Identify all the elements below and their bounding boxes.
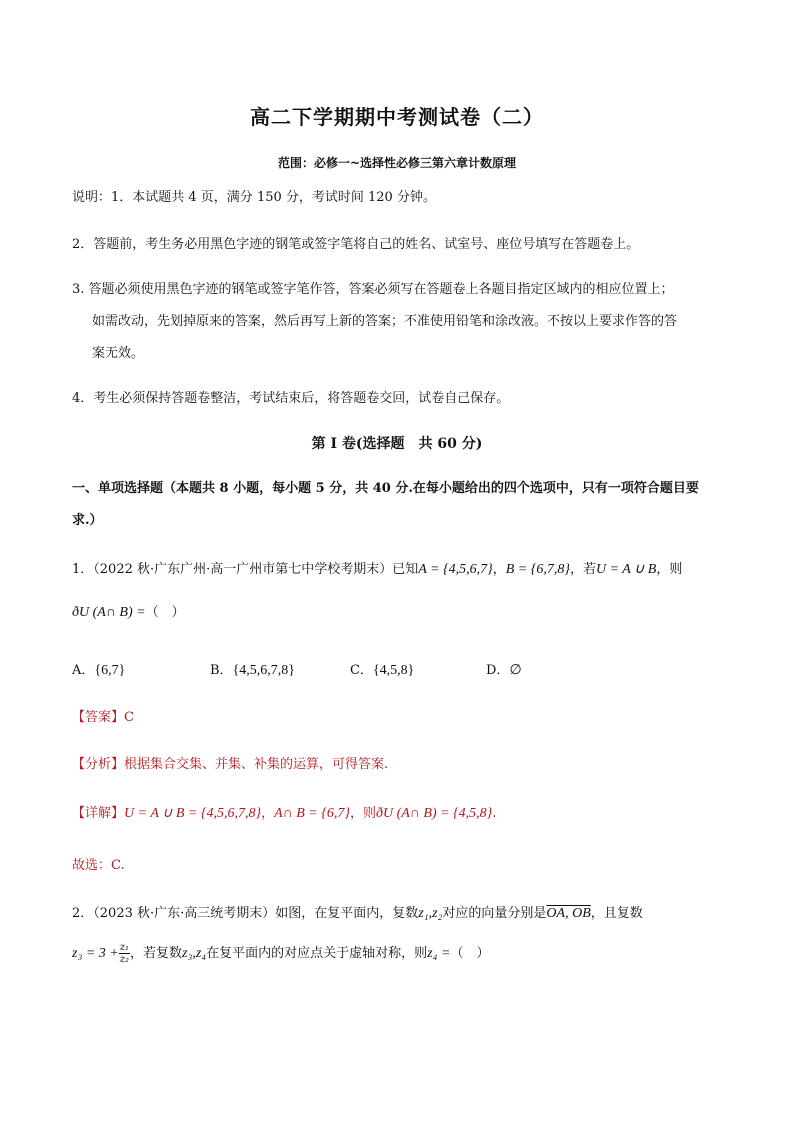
instruction-3-line-1: 3. 答题必须使用黑色字迹的钢笔或签字笔作答，答案必须写在答题卷上各题目指定区域内的相应位置上；	[72, 282, 674, 297]
instruction-3-line-3: 案无效。	[92, 346, 145, 361]
question-1-end: ，则	[656, 562, 683, 577]
z4-expression: z₄ =	[427, 946, 451, 961]
set-a: A = {4,5,6,7}	[418, 562, 493, 577]
answer-blank: （ ）	[145, 605, 185, 620]
question-1-stem	[72, 561, 682, 579]
choose-line: 故选：C.	[72, 858, 125, 873]
z3-definition: z₃ = 3 +	[72, 946, 119, 961]
question-1-line-2	[72, 604, 185, 622]
vectors-oa-ob: OA, OB	[546, 906, 591, 921]
analysis-text: 根据集合交集、并集、补集的运算，可得答案.	[124, 757, 389, 772]
detail-line: 【详解】U = A ∪ B = {4,5,6,7,8}，A∩ B = {6,7}，则ðU (A∩ B) = {4,5,8}.	[72, 806, 497, 821]
page-title: 高二下学期期中考测试卷（二）	[250, 105, 544, 129]
detail-label: 【详解】	[72, 806, 125, 821]
detail-union: U = A ∪ B = {4,5,6,7,8}	[124, 806, 262, 821]
complex-z1-z2: z₁,z₂	[418, 906, 443, 921]
complex-z3-z4: z₃,z₄	[182, 946, 207, 961]
instruction-3-line-2: 如需改动，先划掉原来的答案，然后再写上新的答案；不准使用铅笔和涂改液。不按以上要求作答的答	[92, 314, 678, 329]
instruction-1: 说明：1．本试题共 4 页，满分 150 分，考试时间 120 分钟。	[72, 190, 436, 205]
complement-expression: ðU (A∩ B) =	[72, 605, 146, 620]
question-2-prefix: 2．（2023 秋·广东·高三统考期末）如图，在复平面内，复数	[72, 906, 419, 921]
option-a: A．{6,7}	[72, 663, 126, 678]
answer-label: 【答案】	[72, 710, 125, 725]
instruction-4: 4．考生必须保持答题卷整洁，考试结束后，将答题卷交回，试卷自己保存。	[72, 391, 510, 406]
answer-blank: （ ）	[450, 946, 490, 961]
set-b: B = {6,7,8}	[505, 562, 570, 577]
option-d: D．∅	[486, 663, 522, 678]
answer-line	[72, 709, 134, 727]
section-title: 第 I 卷(选择题 共 60 分)	[311, 436, 483, 452]
part-heading-line-1: 一、单项选择题（本题共 8 小题，每小题 5 分，共 40 分.在每小题给出的四个选项中，只有一项符合题目要	[72, 481, 699, 496]
question-1-mid: ，若	[569, 562, 596, 577]
instruction-2: 2．答题前，考生务必用黑色字迹的钢笔或签字笔将自己的姓名、试室号、座位号填写在答题卷上。	[72, 237, 640, 252]
question-1-prefix: 1．（2022 秋·广东广州·高一广州市第七中学校考期末）已知	[72, 562, 419, 577]
detail-complement: ðU (A∩ B) = {4,5,8}	[375, 806, 493, 821]
fraction-z1-over-z2: $\frac{\text{z₁}}{\text{z₂}}$	[119, 942, 129, 965]
question-2-line-2: z₃ = 3 + $\frac{\text{z₁}}{\text{z₂}}$ ，若复数z₃,z₄在复平面内的对应点关于虚轴对称，则z₄ =（ ）	[72, 942, 490, 965]
analysis-label: 【分析】	[72, 757, 125, 772]
detail-intersection: A∩ B = {6,7}	[274, 806, 350, 821]
answer-value: C	[124, 710, 134, 725]
option-c: C．{4,5,8}	[350, 663, 415, 678]
part-heading-line-2: 求.）	[72, 513, 103, 528]
question-2-stem: 2．（2023 秋·广东·高三统考期末）如图，在复平面内，复数z₁,z₂对应的向量分别是OA, OB，且复数	[72, 906, 643, 921]
separator: ，	[492, 562, 506, 577]
analysis-line	[72, 756, 388, 774]
exam-range: 范围：必修一~选择性必修三第六章计数原理	[277, 156, 517, 170]
universal-set: U = A ∪ B	[595, 562, 657, 577]
option-b: B．{4,5,6,7,8}	[210, 663, 296, 678]
